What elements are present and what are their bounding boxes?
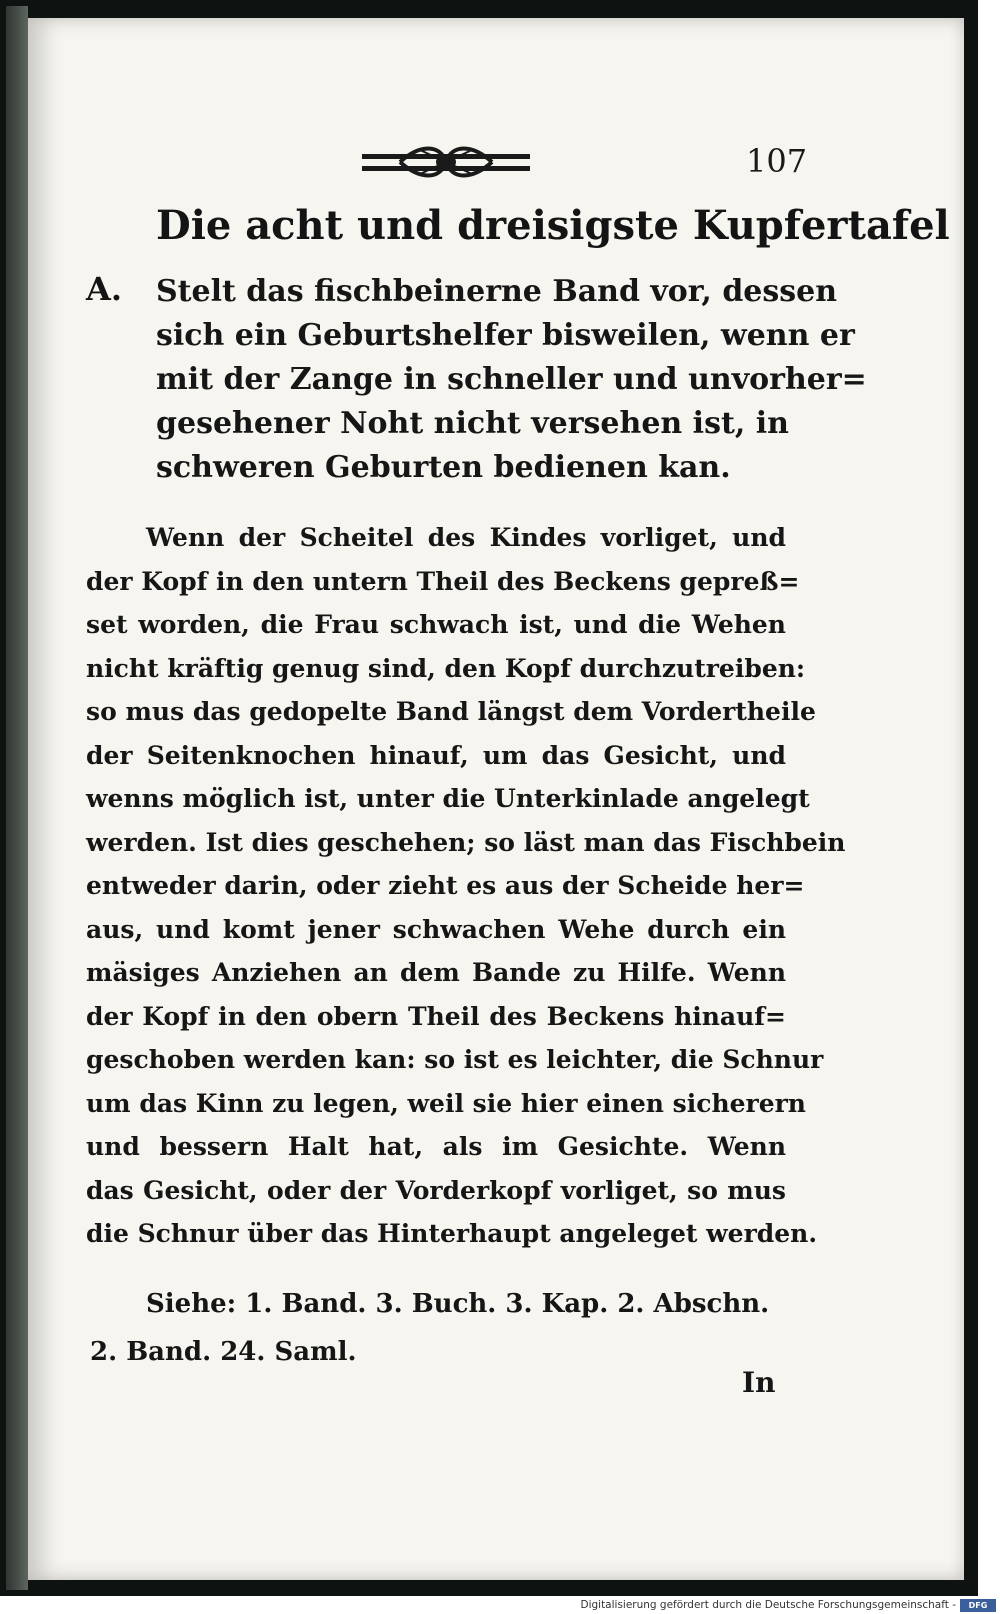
- reference-line: Siehe: 1. Band. 3. Buch. 3. Kap. 2. Abschn.: [146, 1289, 770, 1319]
- body-line: um das Kinn zu legen, weil sie hier einen sicherern: [86, 1088, 806, 1118]
- body-line: werden. Ist dies geschehen; so läst man das Fischbein: [86, 827, 846, 857]
- caption-line: Stelt das fischbeinerne Band vor, dessen: [156, 274, 838, 309]
- body-line: aus, und komt jener schwachen Wehe durch ein: [86, 914, 786, 944]
- body-line: set worden, die Frau schwach ist, und die Wehen: [86, 610, 786, 639]
- caption-line: mit der Zange in schneller und unvorher=: [156, 362, 867, 397]
- body-line: geschoben werden kan: so ist es leichter, die Schnur: [86, 1045, 824, 1074]
- ornament-icon: [360, 142, 532, 184]
- caption-line: schweren Geburten bedienen kan.: [156, 450, 731, 485]
- body-line: wenns möglich ist, unter die Unterkinlade angelegt: [86, 784, 810, 813]
- body-line: so mus das gedopelte Band längst dem Vordertheile: [86, 697, 816, 726]
- page-number: 107: [746, 142, 808, 180]
- body-line: das Gesicht, oder der Vorderkopf vorliget, so mus: [86, 1175, 786, 1205]
- caption-label: A.: [86, 270, 122, 308]
- body-line: der Kopf in den untern Theil des Beckens gepreß=: [86, 566, 800, 596]
- dfg-logo-icon: DFG: [960, 1599, 996, 1612]
- caption-block: [86, 270, 867, 490]
- body-line: nicht kräftig genug sind, den Kopf durchzutreiben:: [86, 653, 806, 683]
- body-line: entweder darin, oder zieht es aus der Scheide her=: [86, 871, 805, 900]
- body-line: mäsiges Anziehen an dem Bande zu Hilfe. Wenn: [86, 958, 786, 987]
- reference-line: 2. Band. 24. Saml.: [90, 1337, 357, 1367]
- body-line: Wenn der Scheitel des Kindes vorliget, und: [146, 523, 786, 552]
- book-spine-edge: [6, 6, 28, 1590]
- caption-line: gesehener Noht nicht versehen ist, in: [156, 406, 789, 441]
- book-page: [28, 18, 964, 1580]
- plate-title: Die acht und dreisigste Kupfertafel: [156, 202, 950, 249]
- body-line: und bessern Halt hat, als im Gesichte. Wenn: [86, 1132, 786, 1161]
- body-paragraph: [86, 516, 846, 1256]
- reference-block: [90, 1280, 790, 1376]
- caption-line: sich ein Geburtshelfer bisweilen, wenn er: [156, 318, 855, 353]
- digitization-credit: Digitalisierung gefördert durch die Deutsche Forschungsgemeinschaft -: [580, 1599, 956, 1611]
- catchword: In: [742, 1366, 776, 1399]
- body-line: der Kopf in den obern Theil des Beckens hinauf=: [86, 1001, 786, 1031]
- body-line: die Schnur über das Hinterhaupt angeleget werden.: [86, 1219, 818, 1248]
- body-line: der Seitenknochen hinauf, um das Gesicht, und: [86, 740, 786, 770]
